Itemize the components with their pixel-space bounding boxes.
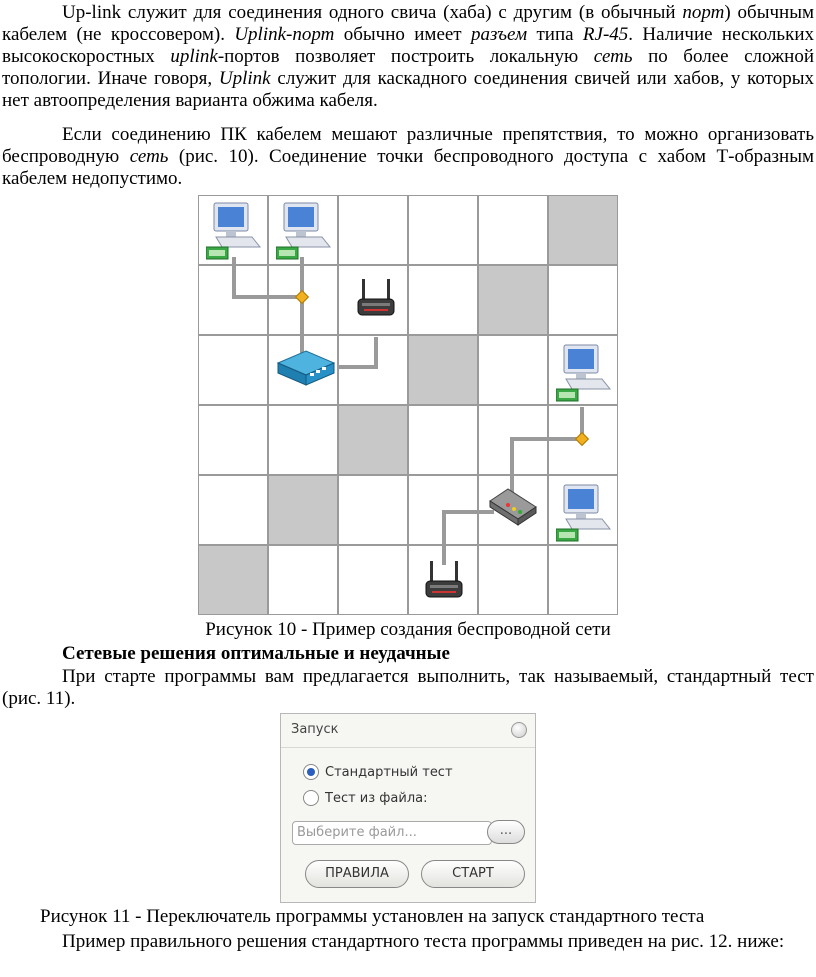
grid-cell xyxy=(338,195,408,265)
cable-segment xyxy=(232,295,302,299)
radio-standard-test[interactable] xyxy=(303,762,453,782)
grid-cell xyxy=(198,335,268,405)
computer-icon xyxy=(206,201,264,261)
section-heading: Сетевые решения оптимальные и неудачные xyxy=(62,643,450,664)
cable-segment xyxy=(374,337,378,369)
grid-cell xyxy=(478,545,548,615)
paragraph-uplink: Up-link служит для соединения одного свича (хаба) с другим (в обычный порт) обычным кабелем (не кроссовером). Uplink-порт обычно имеет разъем типа RJ-45. Наличие нескольких высокоскоростных uplink-портов позволяет построить локальную сеть по более сложной топологии. Иначе говоря, Uplink служит для каскадного соединения свичей или хабов, у которых нет автоопределения варианта обжима кабеля. xyxy=(2,2,814,111)
figure-10-caption: Рисунок 10 - Пример создания беспроводной сети xyxy=(205,619,611,640)
browse-button[interactable]: ... xyxy=(487,820,525,844)
radio-file-label: Тест из файла: xyxy=(325,790,428,806)
cable-segment xyxy=(338,365,378,369)
wireless-router-icon xyxy=(486,485,540,527)
obstacle-cell xyxy=(478,265,548,335)
cable-segment xyxy=(442,510,446,565)
paragraph-example: Пример правильного решения стандартного теста программы приведен на рис. 12. ниже: xyxy=(62,931,785,952)
computer-icon xyxy=(556,483,614,543)
obstacle-cell xyxy=(408,335,478,405)
grid-cell xyxy=(478,335,548,405)
grid-cell xyxy=(408,405,478,475)
hub-icon xyxy=(274,345,338,389)
obstacle-cell xyxy=(548,195,618,265)
file-input[interactable]: Выберите файл... xyxy=(292,821,492,845)
grid-cell xyxy=(548,545,618,615)
grid-cell xyxy=(478,195,548,265)
obstacle-cell xyxy=(268,475,338,545)
cable-segment xyxy=(232,257,236,299)
grid-cell xyxy=(338,545,408,615)
paragraph-wireless: Если соединению ПК кабелем мешают различные препятствия, то можно организовать беспроводную сеть (рис. 10). Соединение точки беспроводного доступа с хабом Т-образным кабелем недопустимо. xyxy=(2,124,815,189)
wireless-access-point-icon xyxy=(356,277,396,319)
radio-file-test[interactable] xyxy=(303,788,427,808)
grid-cell xyxy=(198,475,268,545)
obstacle-cell xyxy=(198,545,268,615)
rules-button[interactable]: ПРАВИЛА xyxy=(305,860,409,888)
figure-11-caption: Рисунок 11 - Переключатель программы установлен на запуск стандартного теста xyxy=(40,906,705,927)
window-control-button[interactable] xyxy=(511,722,527,738)
grid-cell xyxy=(268,545,338,615)
obstacle-cell xyxy=(338,405,408,475)
paragraph-standard-test: При старте программы вам предлагается выполнить, так называемый, стандартный тест (рис. 11). xyxy=(2,666,814,709)
radio-selected-icon[interactable] xyxy=(303,764,319,780)
start-button[interactable]: СТАРТ xyxy=(421,860,525,888)
dialog-titlebar xyxy=(281,714,535,748)
launch-dialog xyxy=(280,713,536,903)
computer-icon xyxy=(556,343,614,403)
computer-icon xyxy=(276,201,334,261)
grid-cell xyxy=(268,405,338,475)
grid-cell xyxy=(408,195,478,265)
grid-cell xyxy=(198,405,268,475)
grid-cell xyxy=(338,475,408,545)
radio-unselected-icon[interactable] xyxy=(303,790,319,806)
radio-standard-label: Стандартный тест xyxy=(325,764,453,780)
grid-cell xyxy=(338,335,408,405)
grid-cell xyxy=(548,265,618,335)
cable-segment xyxy=(510,437,582,441)
wireless-access-point-icon xyxy=(424,559,464,601)
grid-cell xyxy=(408,265,478,335)
dialog-title: Запуск xyxy=(291,722,339,737)
